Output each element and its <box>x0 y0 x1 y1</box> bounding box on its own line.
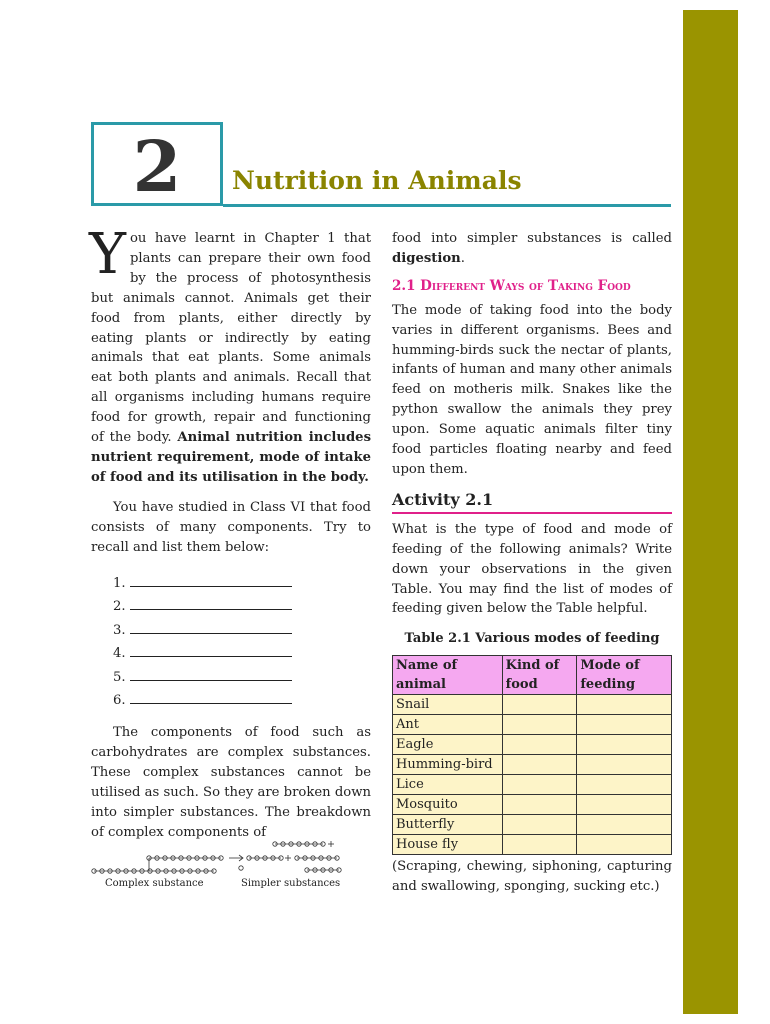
food-cell[interactable] <box>502 695 577 715</box>
feeding-table <box>392 655 672 855</box>
food-cell[interactable] <box>502 715 577 735</box>
column-header: Name of animal <box>393 656 503 695</box>
breakdown-diagram-graphic <box>91 836 371 896</box>
components-list <box>113 572 371 714</box>
mode-cell[interactable] <box>577 755 672 775</box>
table-row <box>393 735 672 755</box>
animal-cell: House fly <box>393 835 503 855</box>
mode-cell[interactable] <box>577 715 672 735</box>
simple-chain-top <box>273 841 334 847</box>
mode-cell[interactable] <box>577 795 672 815</box>
chapter-title-rule <box>223 204 671 207</box>
mode-cell[interactable] <box>577 695 672 715</box>
mode-cell[interactable] <box>577 775 672 795</box>
table-header-row <box>393 656 672 695</box>
answer-blank[interactable] <box>130 621 292 634</box>
table-row <box>393 695 672 715</box>
answer-blank[interactable] <box>130 574 292 587</box>
label-complex-substance: Complex substance <box>105 878 204 889</box>
table-row <box>393 755 672 775</box>
table-row <box>393 815 672 835</box>
chapter-number-box <box>91 122 223 206</box>
continued-text: food into simpler substances is called <box>392 231 672 246</box>
animal-cell: Mosquito <box>393 795 503 815</box>
column-header: Kind of food <box>502 656 577 695</box>
section-paragraph: The mode of taking food into the body varies in different organisms. Bees and humming-birds suck the nectar of plants, infants of human and many other animals feed on motheris milk. Snakes like the python swallow the animals they prey upon. Some aquatic animals filter tiny food particles floating nearby and feed upon them. <box>392 302 672 477</box>
food-cell[interactable] <box>502 835 577 855</box>
list-item: 1. <box>113 572 371 596</box>
section-heading: 2.1 Different Ways of Taking Food <box>392 277 631 294</box>
list-item: 6. <box>113 689 371 713</box>
answer-blank[interactable] <box>130 597 292 610</box>
answer-blank[interactable] <box>130 644 292 657</box>
column-header: Mode of feeding <box>577 656 672 695</box>
simple-chain-bottom <box>239 866 341 872</box>
list-item: 2. <box>113 595 371 619</box>
term-digestion: digestion <box>392 250 461 266</box>
animal-cell: Humming-bird <box>393 755 503 775</box>
food-cell[interactable] <box>502 775 577 795</box>
animal-cell: Eagle <box>393 735 503 755</box>
activity-heading: Activity 2.1 <box>392 490 672 514</box>
drop-cap: Y <box>89 222 126 287</box>
continued-paragraph <box>392 229 672 269</box>
list-item: 3. <box>113 619 371 643</box>
intro-text: ou have learnt in Chapter 1 that plants can prepare their own food by the process of photosynthesis but animals cannot. Animals get their food from plants, either directly by eating plants or indirectly by eating animals that eat plants. Some animals eat both plants and animals. Recall that all organisms including humans require food for growth, repair and functioning of the body. <box>91 231 371 446</box>
right-column <box>392 229 672 897</box>
components-paragraph: You have studied in Class VI that food consists of many components. Try to recall and list them below: <box>91 499 371 555</box>
complex-chain-top <box>147 856 223 860</box>
mode-cell[interactable] <box>577 735 672 755</box>
animal-cell: Butterfly <box>393 815 503 835</box>
digestion-paragraph: The components of food such as carbohydrates are complex substances. These complex substances cannot be utilised as such. So they are broken down into simpler substances. The breakdown of complex components of <box>91 725 371 840</box>
answer-blank[interactable] <box>130 691 292 704</box>
left-column <box>89 222 371 843</box>
food-cell[interactable] <box>502 815 577 835</box>
mode-cell[interactable] <box>577 835 672 855</box>
continued-end: . <box>460 250 465 266</box>
table-caption: Table 2.1 Various modes of feeding <box>404 631 660 647</box>
table-row <box>393 715 672 735</box>
table-row <box>393 795 672 815</box>
table-row <box>393 775 672 795</box>
modes-footnote: (Scraping, chewing, siphoning, capturing and swallowing, sponging, sucking etc.) <box>392 859 672 895</box>
food-cell[interactable] <box>502 735 577 755</box>
label-simpler-substances: Simpler substances <box>241 878 341 889</box>
food-cell[interactable] <box>502 755 577 775</box>
answer-blank[interactable] <box>130 668 292 681</box>
list-item: 5. <box>113 666 371 690</box>
chapter-number: 2 <box>132 125 182 208</box>
activity-paragraph: What is the type of food and mode of feeding of the following animals? Write down your observations in the given Table. You may find the list of modes of feeding given below the Table helpful. <box>392 521 672 617</box>
mode-cell[interactable] <box>577 815 672 835</box>
intro-bold-text: Animal nutrition includes nutrient requirement, mode of intake of food and its utilisation in the body. <box>91 430 371 485</box>
breakdown-diagram <box>91 836 371 896</box>
list-item: 4. <box>113 642 371 666</box>
intro-paragraph <box>89 222 371 488</box>
animal-cell: Snail <box>393 695 503 715</box>
food-cell[interactable] <box>502 795 577 815</box>
table-row <box>393 835 672 855</box>
simple-chain-middle <box>247 855 339 861</box>
animal-cell: Lice <box>393 775 503 795</box>
page-edge-band <box>683 10 738 1014</box>
animal-cell: Ant <box>393 715 503 735</box>
chapter-title: Nutrition in Animals <box>232 166 522 195</box>
